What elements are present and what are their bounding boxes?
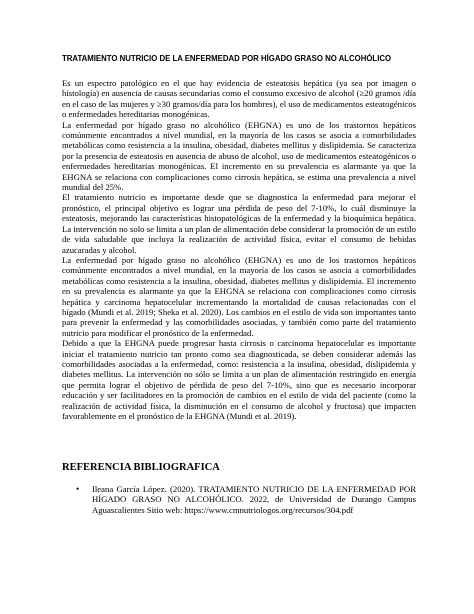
document-body [62,78,416,421]
reference-item [62,484,416,515]
reference-text: Ileana García López. (2020). TRATAMIENTO NUTRICIO DE LA ENFERMEDAD POR HÍGADO GRASO NO ALCOHÓLICO. 2022, de Universidad de Durango Campus Aguascalientes Sitio web: https://www.cmnutriologos.org/recursos/304.pdf [92,484,416,515]
paragraph-ehgna-overview: La enfermedad por hígado graso no alcohólico (EHGNA) es uno de los trastornos hepáticos comúnmente encontrados a nivel mundial, en la mayoría de los casos se asocia a comorbilidades metabólicas como resistencia a la insulina, obesidad, diabetes mellitus y dislipidemia. Se caracteriza por la presencia de esteatosis en ausencia de abuso de alcohol, uso de medicamentos esteatogénicos o enfermedades hereditarias monogénicas. El incremento en su prevalencia es alarmante ya que la EHGNA se relaciona con complicaciones como cirrosis hepática, se estima una prevalencia a nivel mundial del 25%. [62,119,416,193]
paragraph-early-intervention: Debido a que la EHGNA puede progresar hasta cirrosis o carcinoma hepatocelular es importante iniciar el tratamiento nutricio tan pronto como sea diagnosticada, se deben considerar además las comorbilidades asociadas a la enfermedad, como: resistencia a la insulina, obesidad, dislipidemia y diabetes mellitus. La intervención no sólo se limita a un plan de alimentación restringido en energía que permita lograr el objetivo de pérdida de peso del 7-10%, sino que es necesario incorporar educación y ser facilitadores en la promoción de cambios en el estilo de vida del paciente (como la realización de actividad física, la disminución en el consumo de alcohol y fructosa) que impacten favorablemente en el pronóstico de la EHGNA (Mundi et al. 2019). [62,338,416,421]
references-list [62,484,416,515]
paragraph-definition: Es un espectro patológico en el que hay evidencia de esteatosis hepática (ya sea por imagen o histología) en ausencia de causas secundarias como el consumo excesivo de alcohol (≥20 gramos /día en el caso de las mujeres y ≥30 gramos/día para los hombres), el uso de medicamentos esteatogénicos o enfermedades hereditarias monogénicas. [62,78,416,120]
paragraph-nutritional-treatment: El tratamiento nutricio es importante desde que se diagnostica la enfermedad para mejorar el pronóstico, el principal objetivo es lograr una pérdida de peso del 7-10%, lo cuál disminuye la esteatosis, mejorando las características histopatológicas de la enfermedad y la bioquímica hepática. La intervención no solo se limita a un plan de alimentación debe considerar la promoción de un estilo de vida saludable que incluya la realización de actividad física, evitar el consumo de bebidas azucaradas y alcohol. [62,192,416,255]
references-heading: REFERENCIA BIBLIOGRAFICA [62,462,220,473]
document-title: TRATAMIENTO NUTRICIO DE LA ENFERMEDAD POR HÍGADO GRASO NO ALCOHÓLICO [62,54,392,63]
bullet-icon: • [76,484,80,494]
paragraph-ehgna-complications: La enfermedad por hígado graso no alcohólico (EHGNA) es uno de los trastornos hepáticos comúnmente encontrados a nivel mundial, en la mayoría de los casos se asocia a comorbilidades metabólicas como resistencia a la insulina, obesidad, diabetes mellitus y dislipidemia. El incremento en su prevalencia es alarmante ya que la EHGNA se relaciona con complicaciones como cirrosis hepática y carcinoma hepatocelular incrementando la mortalidad de causas relacionadas con el hígado (Mundi et al. 2019; Sheka et al. 2020). Los cambios en el estilo de vida son importantes tanto para prevenir la enfermedad y las comorbilidades asociadas, y también como parte del tratamiento nutricio para modificar el pronóstico de la enfermedad. [62,254,416,338]
